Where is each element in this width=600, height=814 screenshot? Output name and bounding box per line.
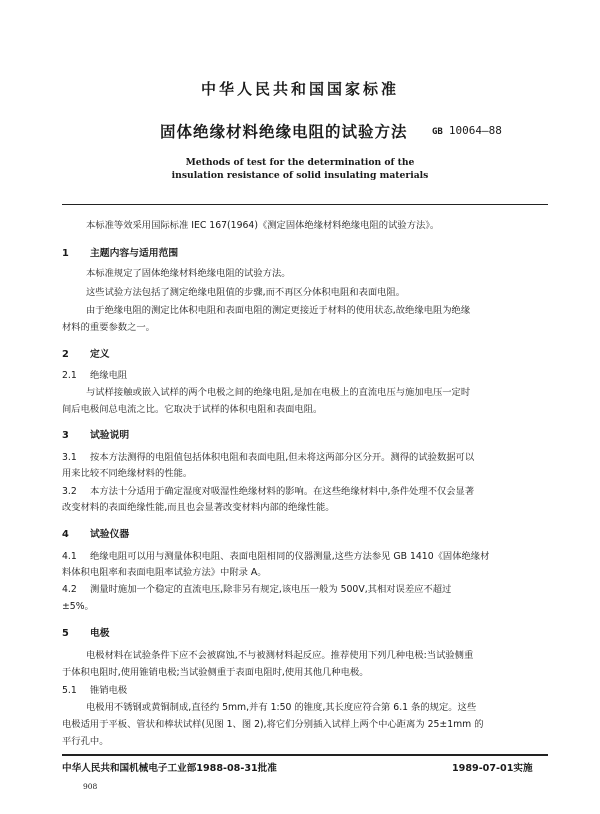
section-1-heading [62, 245, 178, 259]
clause-4-1-line1 [62, 549, 489, 564]
subsection-5-1 [62, 683, 127, 698]
subsection-5-1-number: 5.1 [62, 685, 77, 696]
section-2-p1-line1: 与试样接触或嵌入试样的两个电极之间的绝缘电阻,是加在电极上的直流电压与施加电压一定时 [86, 387, 471, 398]
section-2-number: 2 [62, 349, 69, 360]
section-1-p2: 这些试验方法包括了测定绝缘电阻值的步骤,而不再区分体积电阻和表面电阻。 [86, 287, 406, 298]
section-2-p1-line2: 间后电极间总电流之比。它取决于试样的体积电阻和表面电阻。 [62, 404, 323, 415]
implementation-date: 1989-07-01实施 [452, 763, 533, 774]
section-5-p1-line2: 于体积电阻时,使用锥销电极;当试验侧重于表面电阻时,使用其他几种电极。 [62, 667, 369, 678]
section-1-p3-line2: 材料的重要参数之一。 [62, 322, 155, 333]
section-4-number: 4 [62, 529, 69, 540]
subsection-2-1 [62, 368, 127, 383]
clause-4-1-line2: 料体积电阻率和表面电阻率试验方法》中附录 A。 [62, 567, 267, 578]
footer-rule [62, 754, 548, 756]
english-title-line1: Methods of test for the determination of the [185, 157, 415, 168]
section-5-title: 电极 [90, 628, 110, 639]
clause-3-1-number: 3.1 [62, 452, 77, 463]
clause-3-2-line2: 改变材料的表面绝缘性能,而且也会显著改变材料内部的绝缘性能。 [62, 502, 335, 513]
section-1-p1: 本标准规定了固体绝缘材料绝缘电阻的试验方法。 [86, 268, 291, 279]
section-5-number: 5 [62, 628, 69, 639]
page-number: 908 [83, 782, 98, 791]
clause-4-2-number: 4.2 [62, 584, 77, 595]
standard-header: 中华人民共和国国家标准 [200, 80, 399, 98]
clause-3-1-line1 [62, 450, 474, 465]
clause-5-1-line2: 电极适用于平板、管状和棒状试样(见图 1、图 2),将它们分别插入试样上两个中心距离为 25±1mm 的 [62, 719, 484, 730]
approval-line: 中华人民共和国机械电子工业部1988-08-31批准 [62, 763, 277, 774]
clause-3-2-number: 3.2 [62, 486, 77, 497]
top-rule [62, 204, 548, 205]
clause-5-1-line3: 平行孔中。 [62, 736, 109, 747]
gb-prefix: GB [432, 127, 443, 137]
clause-3-2-line1 [62, 484, 474, 499]
section-5-p1-line1: 电极材料在试验条件下应不会被腐蚀,不与被测材料起反应。推荐使用下列几种电极:当试验侧重 [86, 650, 474, 661]
intro-paragraph: 本标准等效采用国际标准 IEC 167(1964)《测定固体绝缘材料绝缘电阻的试验方法》。 [86, 220, 440, 231]
section-1-p3-line1: 由于绝缘电阻的测定比体积电阻和表面电阻的测定更接近于材料的使用状态,故绝缘电阻为绝缘 [86, 305, 471, 316]
section-5-heading [62, 625, 110, 639]
clause-4-2-text: 测量时施加一个稳定的直流电压,除非另有规定,该电压一般为 500V,其相对误差应不超过 [90, 584, 452, 595]
standard-number [432, 124, 502, 137]
clause-4-2-line1 [62, 582, 451, 597]
section-1-number: 1 [62, 248, 69, 259]
section-3-heading [62, 427, 129, 441]
section-2-title: 定义 [90, 349, 110, 360]
clause-3-2-text: 本方法十分适用于确定湿度对吸湿性绝缘材料的影响。在这些绝缘材料中,条件处理不仅会显著 [90, 486, 475, 497]
section-2-heading [62, 346, 110, 360]
gb-number: 10064—88 [448, 124, 502, 137]
english-title-line2: insulation resistance of solid insulating materials [171, 170, 429, 181]
clause-5-1-line1: 电极用不锈钢或黄铜制成,直径约 5mm,并有 1:50 的锥度,其长度应符合第 6.1 条的规定。这些 [86, 702, 477, 713]
clause-3-1-text: 按本方法测得的电阻值包括体积电阻和表面电阻,但未将这两部分区分开。测得的试验数据可以 [90, 452, 475, 463]
clause-4-2-line2: ±5%。 [62, 601, 94, 612]
section-3-title: 试验说明 [90, 430, 130, 441]
section-4-heading [62, 526, 129, 540]
section-4-title: 试验仪器 [90, 529, 130, 540]
section-1-title: 主题内容与适用范围 [90, 248, 179, 259]
clause-3-1-line2: 用来比较不同绝缘材料的性能。 [62, 468, 193, 479]
section-3-number: 3 [62, 430, 69, 441]
clause-4-1-number: 4.1 [62, 551, 77, 562]
subsection-5-1-title: 锥销电极 [90, 685, 128, 696]
subsection-2-1-title: 绝缘电阻 [90, 370, 128, 381]
document-title: 固体绝缘材料绝缘电阻的试验方法 [160, 123, 408, 141]
subsection-2-1-number: 2.1 [62, 370, 77, 381]
clause-4-1-text: 绝缘电阻可以用与测量体积电阻、表面电阻相同的仪器测量,这些方法参见 GB 1410《固体绝缘材 [90, 551, 490, 562]
